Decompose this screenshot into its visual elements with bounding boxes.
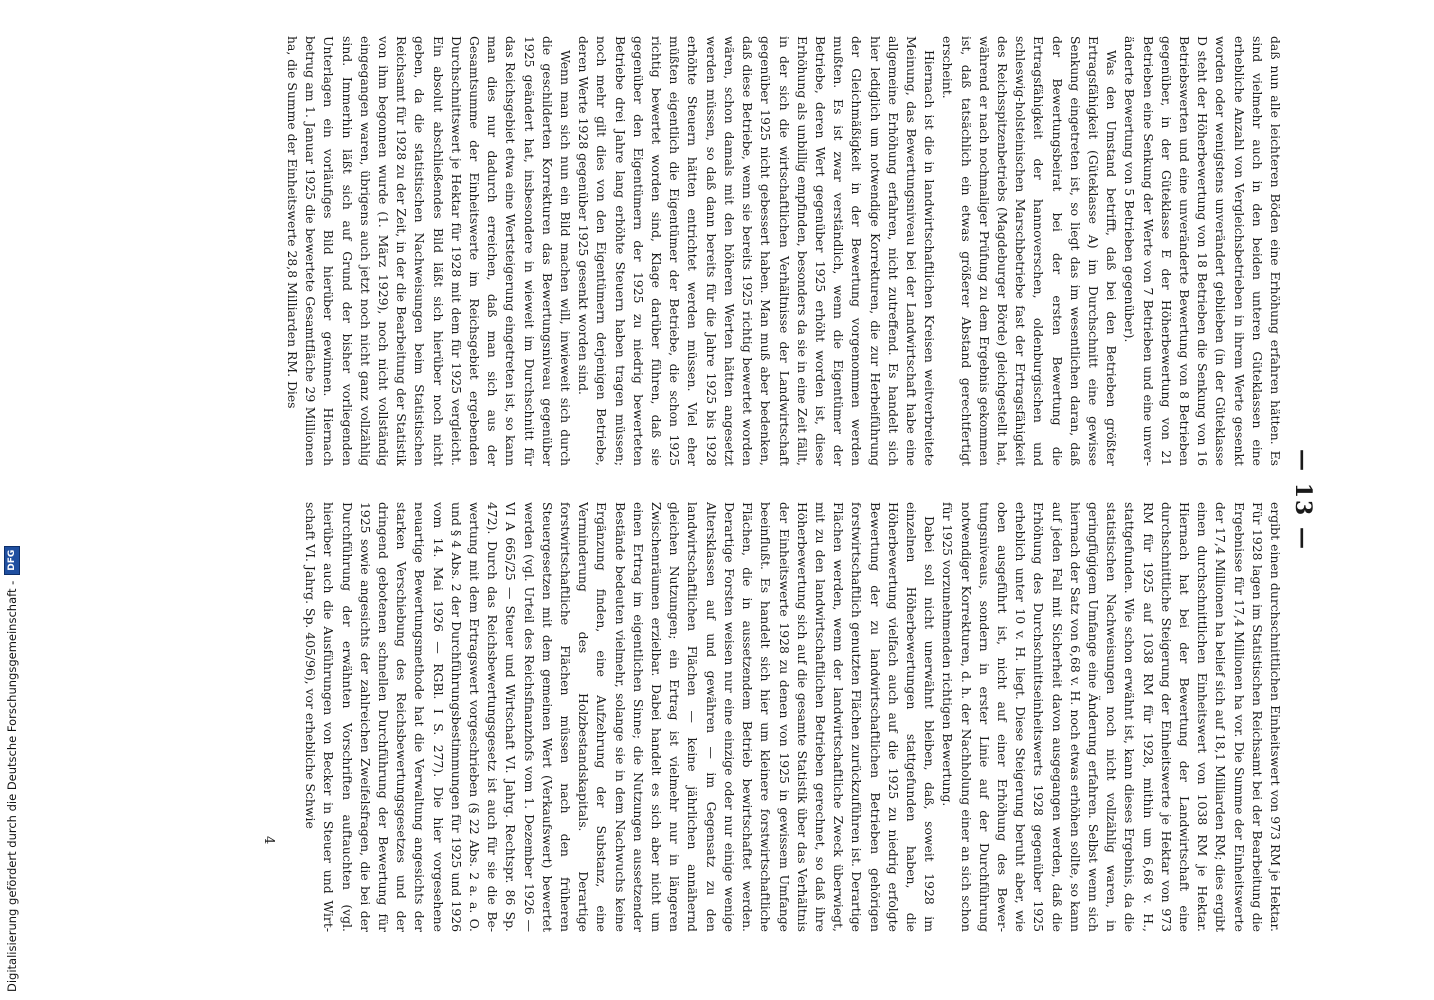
page-number: — 13 — — [1290, 449, 1316, 551]
digitization-note — [2, 0, 22, 1000]
paragraph: Dabei soll nicht unerwähnt bleiben, daß, soweit 1928 im einzelnen Höherbewertungen stattgefunden haben, die Höherbewertung vielfach auch auf die 1925 zu niedrig erfolgte Bewertung der zu landwirtschaftlichen Betrieben gehörigen forstwirtschaftlich genutzten Flächen zurückzuführen ist. Derartige Flächen werden, wenn der landwirtschaftliche Zweck überwiegt, mit zu den landwirtschaftlichen Betrieben gerechnet, so daß ihre Höherbewertung sich auf die gesamte Statistik über das Verhältnis der Einheitswerte 1928 zu denen von 1925 in gewissem Umfange beeinflußt. Es handelt sich hier um kleinere forstwirtschaftliche Flächen, die in aussetzendem Betrieb bewirtschaftet werden. Derartige Forsten weisen nur eine einzige oder nur einige wenige Altersklassen auf und gewähren — im Gegensatz zu den landwirtschaftlichen Flächen — keine jährlichen annähernd gleichen Nutzungen; ein Ertrag ist vielmehr nur in längeren Zwischenräumen erzielbar. Dabei handelt es sich aber nicht um einen Ertrag im eigentlichen Sinne; die Nutzungen aussetzender Bestände bedeuten vielmehr, solange sie in dem Nachwuchs keine Ergänzung finden, eine Aufzehrung der Substanz, eine Verminderung des Holzbestandskapitals. Derartige forstwirtschaftliche Flächen müssen nach den früheren Steuergesetzen mit dem gemeinen Wert (Verkaufswert) bewertet werden (vgl. Urteil des Reichsfinanzhofs vom 1. Dezember 1926 — VI A 665/25 — Steuer und Wirtschaft VI. Jahrg. Rechtspr. 86 Sp. 472). Durch das Reichsbewertungsgesetz ist auch für sie die Bewertung mit dem Ertragswert vorgeschrieben (§ 22 Abs. 2 a. a. O. und § 4 Abs. 2 der Durchführungsbestimmungen für 1925 und 1926 vom 14. Mai 1926 — RGBl. I S. 277). Die hier vorgesehene neuartige Bewertungsmethode hat die Verwaltung angesichts der starken Verschiebung des Reichsbewertungsgesetzes und der dringend gebotenen schnellen Durchführung der Bewertung für 1925 sowie angesichts der zahlreichen Zweifelsfragen, die bei der Durchführung der erwähnten Vorschriften auftauchten (vgl. hierüber auch die Ausführungen von Becker in Steuer und Wirtschaft VI. Jahrg. Sp. 405/96), vor erhebliche Schwie — [303, 502, 938, 932]
signature-mark: 4 — [261, 836, 276, 845]
paragraph: Wenn man sich nun ein Bild machen will, inwieweit sich durch die geschilderten Korrekturen das Bewertungsniveau gegenüber 1925 geändert hat, insbesondere in wieweit im Durchschnitt für das Reichsgebiet etwa eine Wertsteigerung eingetreten ist, so kann man dies nur dadurch erreichen, daß man sich aus der Gesamtsumme der Einheitswerte im Reichsgebiet ergebenden Durchschnittswert je Hektar für 1928 mit dem für 1925 vergleicht. Ein absolut abschließendes Bild läßt sich hierüber noch nicht geben, da die statistischen Nachweisungen beim Statistischen Reichsamt für 1928 zu der Zeit, in der die Bearbeitung der Statistik von ihm begonnen wurde (1. März 1929), noch nicht vollständig eingegangen waren, übrigens auch jetzt noch nicht ganz vollzählig sind. Immerhin läßt sich auf Grund der bisher vorliegenden Unterlagen ein vorläufiges Bild hierüber gewinnen. Hiernach betrug am 1. Januar 1925 die bewertete Gesamtfläche 29 Millionen ha, die Summe der Einheitswerte 28,8 Milliarden RM. Dies — [285, 36, 574, 466]
digitization-text: Digitalisierung gefördert durch die Deutsche Forschungsgemeinschaft - — [5, 580, 19, 992]
paragraph: ergibt einen durchschnittlichen Einheitswert von 973 RM je Hektar. Für 1928 lagen im Statistischen Reichsamt bei der Bearbeitung die Ergebnisse für 17,4 Millionen ha vor. Die Summe der Einheitswerte der 17,4 Millionen ha belief sich auf 18,1 Milliarden RM; dies ergibt einen durchschnittlichen Einheitswert von 1038 RM je Hektar. Hiernach hat bei der Bewertung der Landwirtschaft eine durchschnittliche Steigerung der Einheitswerte je Hektar von 973 RM für 1925 auf 1038 RM für 1928, mithin um 6,68 v. H., stattgefunden. Wie schon erwähnt ist, kann dieses Ergebnis, da die statistischen Nachweisungen noch nicht vollzählig waren, in geringfügigem Umfange eine Änderung erfahren. Selbst wenn sich hiernach der Satz von 6,68 v. H. noch etwas erhöhen sollte, so kann auf jeden Fall mit Sicherheit davon ausgegangen werden, daß die Erhöhung des Durchschnittseinheitswerts 1928 gegenüber 1925 erheblich unter 10 v. H. liegt. Diese Steigerung beruht aber, wie oben ausgeführt ist, nicht auf einer Erhöhung des Bewertungsniveaus, sondern in erster Linie auf der Durchführung notwendiger Korrekturen, d. h. der Nachholung einer an sich schon für 1925 vorzunehmenden richtigen Bewertung. — [940, 502, 1283, 932]
paragraph: Hiernach ist die in landwirtschaftlichen Kreisen weitverbreitete Meinung, das Bewertungsniveau bei der Landwirtschaft habe eine allgemeine Erhöhung erfahren, nicht zutreffend. Es handelt sich hier lediglich um notwendige Korrekturen, die zur Herbeiführung der Gleichmäßigkeit in der Bewertung vorgenommen werden mußten. Es ist zwar verständlich, wenn die Eigentümer der Betriebe, deren Wert gegenüber 1925 erhöht worden ist, diese Erhöhung als unbillig empfinden, besonders da sie in eine Zeit fällt, in der sich die wirtschaftlichen Verhältnisse der Landwirtschaft gegenüber 1925 nicht gebessert haben. Man muß aber bedenken, daß diese Betriebe, wenn sie bereits 1925 richtig bewertet worden wären, schon damals mit den höheren Werten hätten angesetzt werden müssen, so daß dann bereits für die Jahre 1925 bis 1928 erhöhte Steuern hätten entrichtet werden müssen. Viel eher müßten eigentlich die Eigentümer der Betriebe, die schon 1925 richtig bewertet worden sind, Klage darüber führen, daß sie gegenüber den Eigentümern der 1925 zu niedrig bewerteten Betriebe drei Jahre lang erhöhte Steuern haben tragen müssen; noch mehr gilt dies von den Eigentümern derjenigen Betriebe, deren Werte 1928 gegenüber 1925 gesenkt worden sind. — [576, 36, 938, 466]
paragraph: Was den Umstand betrifft, daß bei den Betrieben größter Ertragsfähigkeit (Güteklasse A) im Durchschnitt eine gewisse Senkung eingetreten ist, so liegt das im wesentlichen daran, daß der Bewertungsbeirat bei der ersten Bewertung die Ertragsfähigkeit der hannoverschen, oldenburgischen und schleswig-holsteinischen Marschbetriebe fast der Ertragsfähigkeit des Reichsspitzenbetriebs (Magdeburger Börde) gleichgestellt hat, während er nach nochmaliger Prüfung zu dem Ergebnis gekommen ist, daß tatsächlich ein etwas größerer Abstand gerechtfertigt erscheint. — [940, 36, 1120, 466]
text-column-left — [279, 36, 1284, 466]
dfg-logo-icon: DFG — [4, 546, 20, 575]
paragraph: daß nun alle leichteren Böden eine Erhöhung erfahren hätten. Es sind vielmehr auch in den beiden unteren Güteklassen eine erhebliche Anzahl von Vergleichsbetrieben in ihrem Werte gesenkt worden oder wenigstens unverändert geblieben (in der Güteklasse D steht der Höherbewertung von 18 Betrieben die Senkung von 16 Betriebswerten und eine unveränderte Bewertung von 8 Betrieben gegenüber, in der Güteklasse E der Höherbewertung von 21 Betrieben eine Senkung der Werte von 7 Betrieben und eine unveränderte Bewertung von 5 Betrieben gegenüber). — [1122, 36, 1283, 466]
text-column-right — [279, 502, 1284, 932]
